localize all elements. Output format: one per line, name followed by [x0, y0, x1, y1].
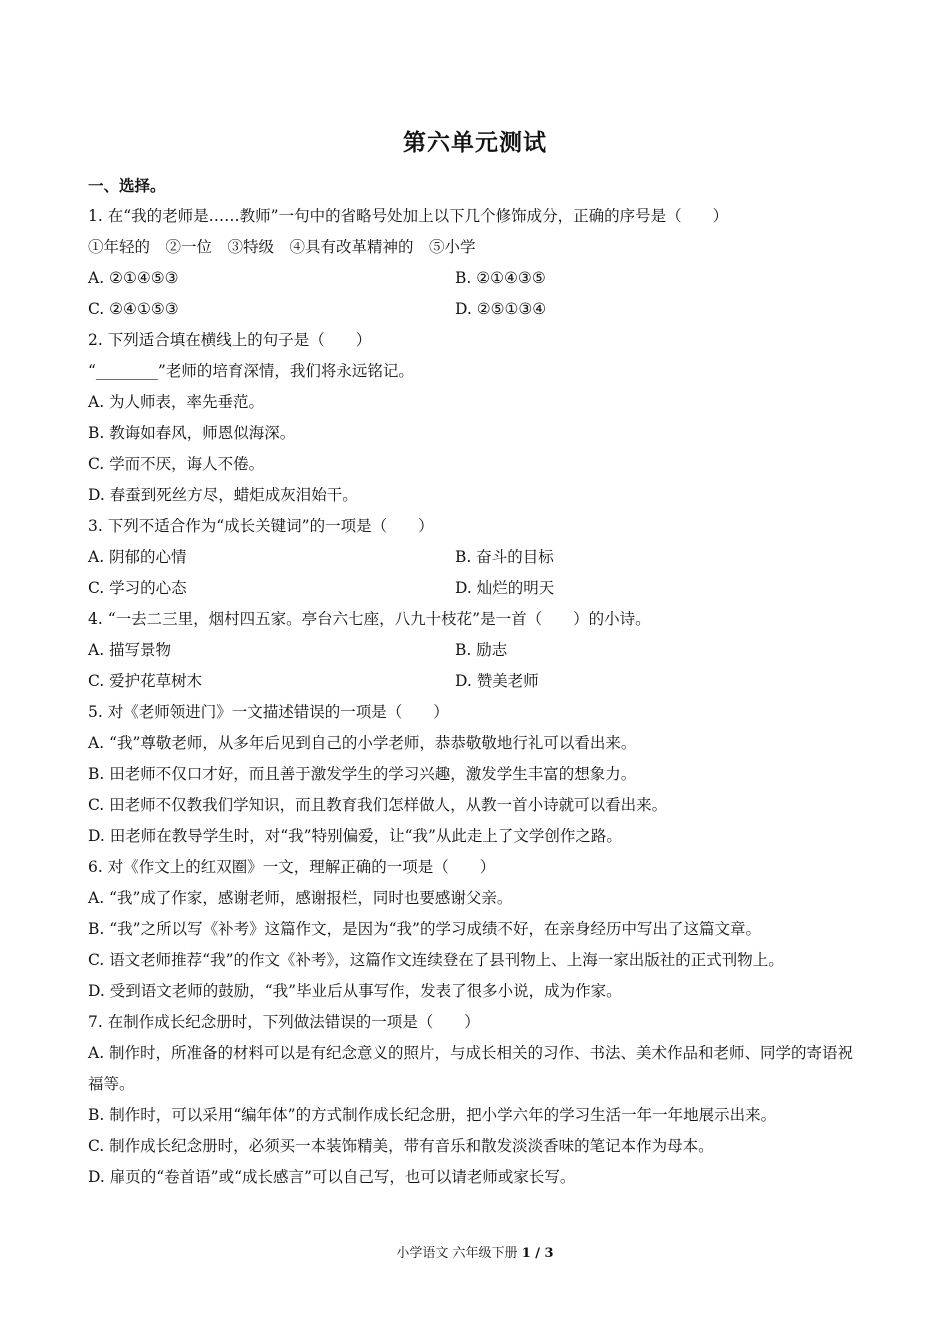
question-4-option-d: D. 赞美老师 [455, 672, 539, 690]
question-4-option-b: B. 励志 [455, 641, 508, 659]
question-5-option-b: B. 田老师不仅口才好，而且善于激发学生的学习兴趣，激发学生丰富的想象力。 [88, 765, 637, 783]
question-3-options-row-2 [88, 573, 868, 604]
question-1-option-d: D. ②⑤①③④ [455, 300, 547, 318]
question-2-option-b: B. 教诲如春风，师恩似海深。 [88, 424, 296, 442]
question-7-option-a: A. 制作时，所准备的材料可以是有纪念意义的照片，与成长相关的习作、书法、美术作品和老师、同学的寄语祝福等。 [88, 1044, 854, 1093]
question-2-sentence: “________”老师的培育深情，我们将永远铭记。 [88, 362, 414, 380]
question-1-items: ①年轻的 ②一位 ③特级 ④具有改革精神的 ⑤小学 [88, 238, 476, 256]
question-7-option-b: B. 制作时，可以采用“编年体”的方式制作成长纪念册，把小学六年的学习生活一年一年地展示出来。 [88, 1106, 777, 1124]
question-1-option-a: A. ②①④⑤③ [88, 269, 179, 287]
question-4-options-row-1 [88, 635, 868, 666]
question-2-option-d: D. 春蚕到死丝方尽，蜡炬成灰泪始干。 [88, 486, 358, 504]
question-1-option-c: C. ②④①⑤③ [88, 300, 179, 318]
question-2-stem: 2. 下列适合填在横线上的句子是（ ） [88, 331, 372, 349]
question-3-stem: 3. 下列不适合作为“成长关键词”的一项是（ ） [88, 517, 434, 535]
question-7-option-c: C. 制作成长纪念册时，必须买一本装饰精美，带有音乐和散发淡淡香味的笔记本作为母本。 [88, 1137, 714, 1155]
question-2-option-c: C. 学而不厌，诲人不倦。 [88, 455, 265, 473]
question-6-option-b: B. “我”之所以写《补考》这篇作文，是因为“我”的学习成绩不好，在亲身经历中写出了这篇文章。 [88, 920, 761, 938]
question-4-options-row-2 [88, 666, 868, 697]
question-6-option-c: C. 语文老师推荐“我”的作文《补考》，这篇作文连续登在了县刊物上、上海一家出版社的正式刊物上。 [88, 951, 784, 969]
question-7-stem: 7. 在制作成长纪念册时，下列做法错误的一项是（ ） [88, 1013, 480, 1031]
section-heading: 一、选择。 [88, 176, 166, 195]
question-1-options-row-1 [88, 263, 868, 294]
question-4-stem: 4. “一去二三里，烟村四五家。亭台六七座，八九十枝花”是一首（ ）的小诗。 [88, 610, 651, 628]
question-3-options-row-1 [88, 542, 868, 573]
question-content [88, 170, 868, 1193]
question-4-option-c: C. 爱护花草树木 [88, 672, 203, 690]
question-1-options-row-2 [88, 294, 868, 325]
question-1-option-b: B. ②①④③⑤ [455, 269, 546, 287]
page-footer [0, 1242, 950, 1261]
question-1-stem: 1. 在“我的老师是……教师”一句中的省略号处加上以下几个修饰成分，正确的序号是（ ） [88, 207, 729, 225]
question-7-option-d: D. 扉页的“卷首语”或“成长感言”可以自己写，也可以请老师或家长写。 [88, 1168, 576, 1186]
question-3-option-d: D. 灿烂的明天 [455, 579, 555, 597]
page-number: 1 / 3 [521, 1246, 554, 1261]
question-6-option-a: A. “我”成了作家，感谢老师，感谢报栏，同时也要感谢父亲。 [88, 889, 513, 907]
question-5-option-d: D. 田老师在教导学生时，对“我”特别偏爱，让“我”从此走上了文学创作之路。 [88, 827, 622, 845]
question-3-option-b: B. 奋斗的目标 [455, 548, 554, 566]
question-2-option-a: A. 为人师表，率先垂范。 [88, 393, 265, 411]
question-5-option-c: C. 田老师不仅教我们学知识，而且教育我们怎样做人，从教一首小诗就可以看出来。 [88, 796, 668, 814]
question-5-stem: 5. 对《老师领进门》一文描述错误的一项是（ ） [88, 703, 449, 721]
question-3-option-a: A. 阴郁的心情 [88, 548, 187, 566]
question-5-option-a: A. “我”尊敬老师，从多年后见到自己的小学老师，恭恭敬敬地行礼可以看出来。 [88, 734, 637, 752]
question-6-option-d: D. 受到语文老师的鼓励，“我”毕业后从事写作，发表了很多小说，成为作家。 [88, 982, 622, 1000]
question-4-option-a: A. 描写景物 [88, 641, 172, 659]
question-3-option-c: C. 学习的心态 [88, 579, 187, 597]
footer-text: 小学语文 六年级下册 [396, 1246, 522, 1261]
question-6-stem: 6. 对《作文上的红双圈》一文，理解正确的一项是（ ） [88, 858, 496, 876]
page-title: 第六单元测试 [403, 129, 547, 156]
